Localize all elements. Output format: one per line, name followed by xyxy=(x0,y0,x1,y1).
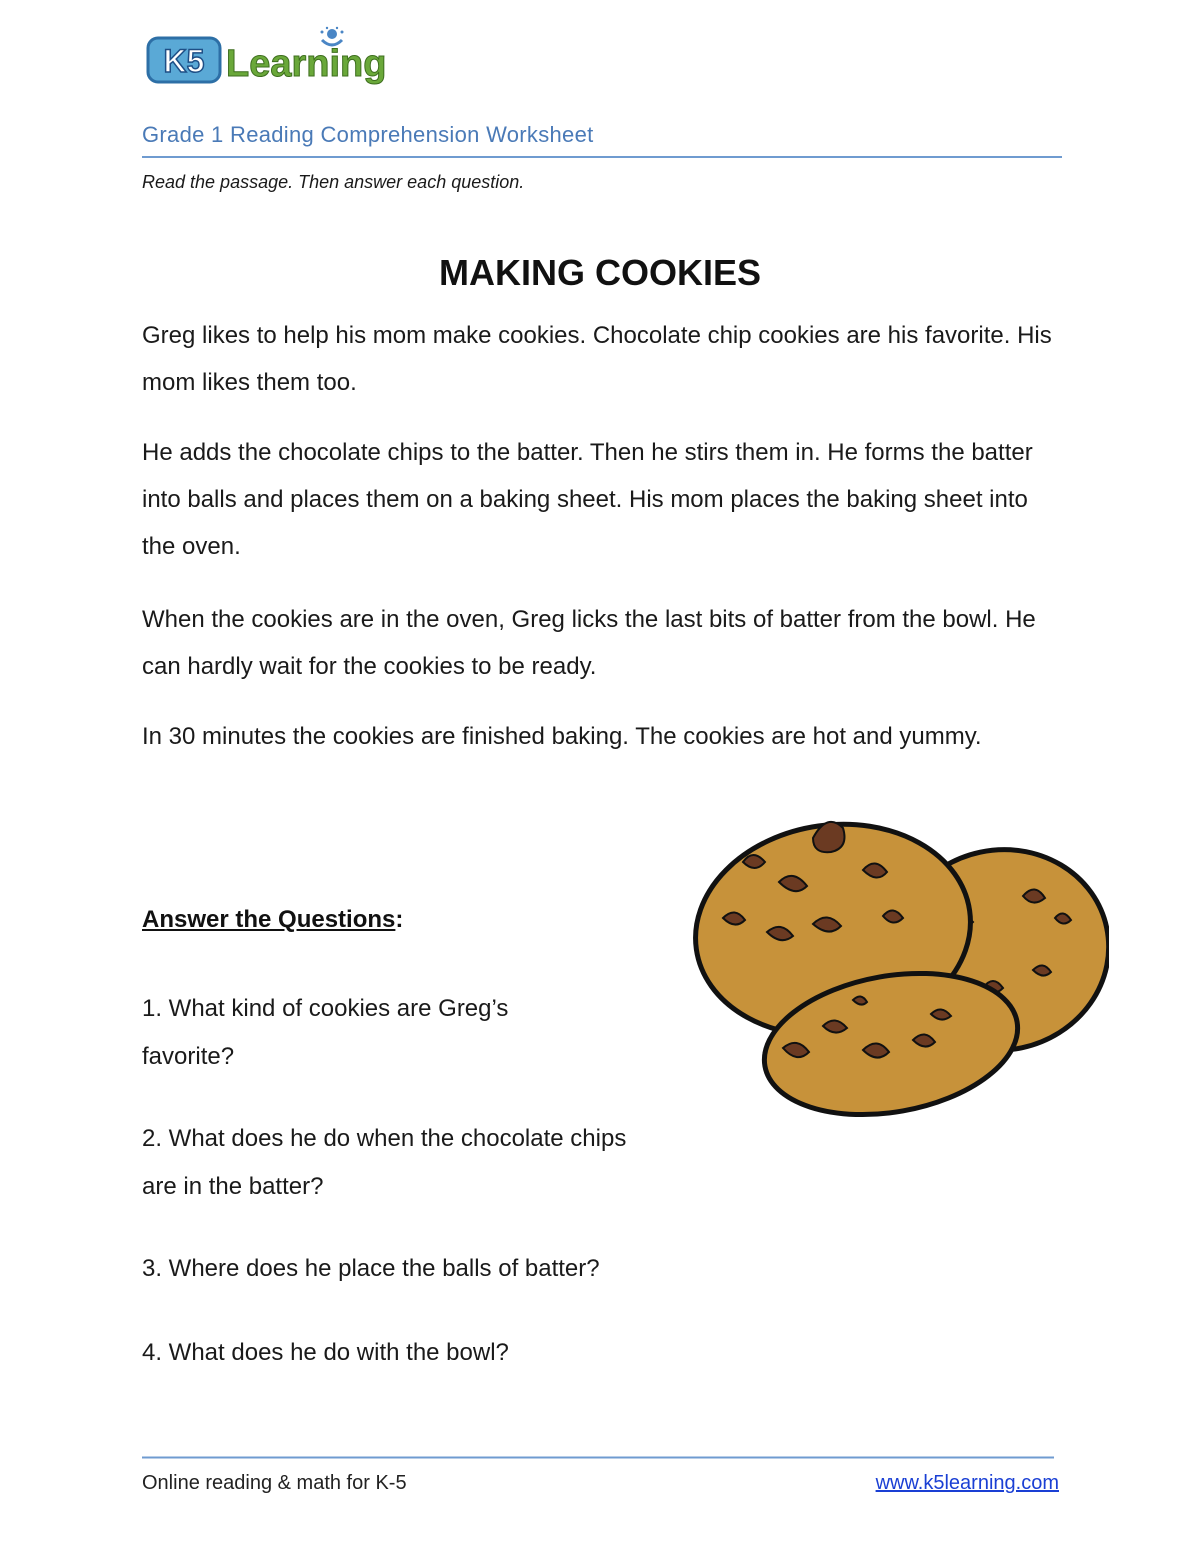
passage-paragraph-3: When the cookies are in the oven, Greg licks the last bits of batter from the bowl. He can hardly wait for the cookies to be ready. xyxy=(142,606,1036,680)
worksheet-subtitle: Grade 1 Reading Comprehension Worksheet xyxy=(142,122,594,147)
questions-heading xyxy=(142,906,403,934)
question-1: 1. What kind of cookies are Greg’s favorite? xyxy=(142,995,509,1070)
instructions: Read the passage. Then answer each question. xyxy=(142,172,525,192)
question-3: 3. Where does he place the balls of batter? xyxy=(142,1255,600,1282)
footer-tagline: Online reading & math for K-5 xyxy=(142,1472,407,1494)
logo-wordmark: Learning xyxy=(226,43,387,85)
logo-badge-text: K5 xyxy=(163,43,205,79)
question-4: 4. What does he do with the bowl? xyxy=(142,1339,509,1366)
header-divider xyxy=(142,156,1062,158)
question-2: 2. What does he do when the chocolate chips are in the batter? xyxy=(142,1125,627,1200)
story-title: MAKING COOKIES xyxy=(438,252,761,293)
k5-learning-logo[interactable] xyxy=(146,26,402,88)
footer-divider xyxy=(142,1456,1054,1459)
passage-paragraph-1: Greg likes to help his mom make cookies. Chocolate chip cookies are his favorite. His mom likes them too. xyxy=(142,322,1052,396)
chocolate-chip-cookies-illustration xyxy=(683,800,1109,1122)
questions-heading-text: Answer the Questions xyxy=(142,906,396,933)
questions-heading-suffix: : xyxy=(395,906,404,933)
footer-website-link[interactable]: www.k5learning.com xyxy=(875,1472,1059,1494)
passage-paragraph-2: He adds the chocolate chips to the batter. Then he stirs them in. He forms the batter into balls and places them on a baking sheet. His mom places the baking sheet into the oven. xyxy=(142,439,1033,560)
passage-paragraph-4: In 30 minutes the cookies are finished baking. The cookies are hot and yummy. xyxy=(142,723,982,750)
